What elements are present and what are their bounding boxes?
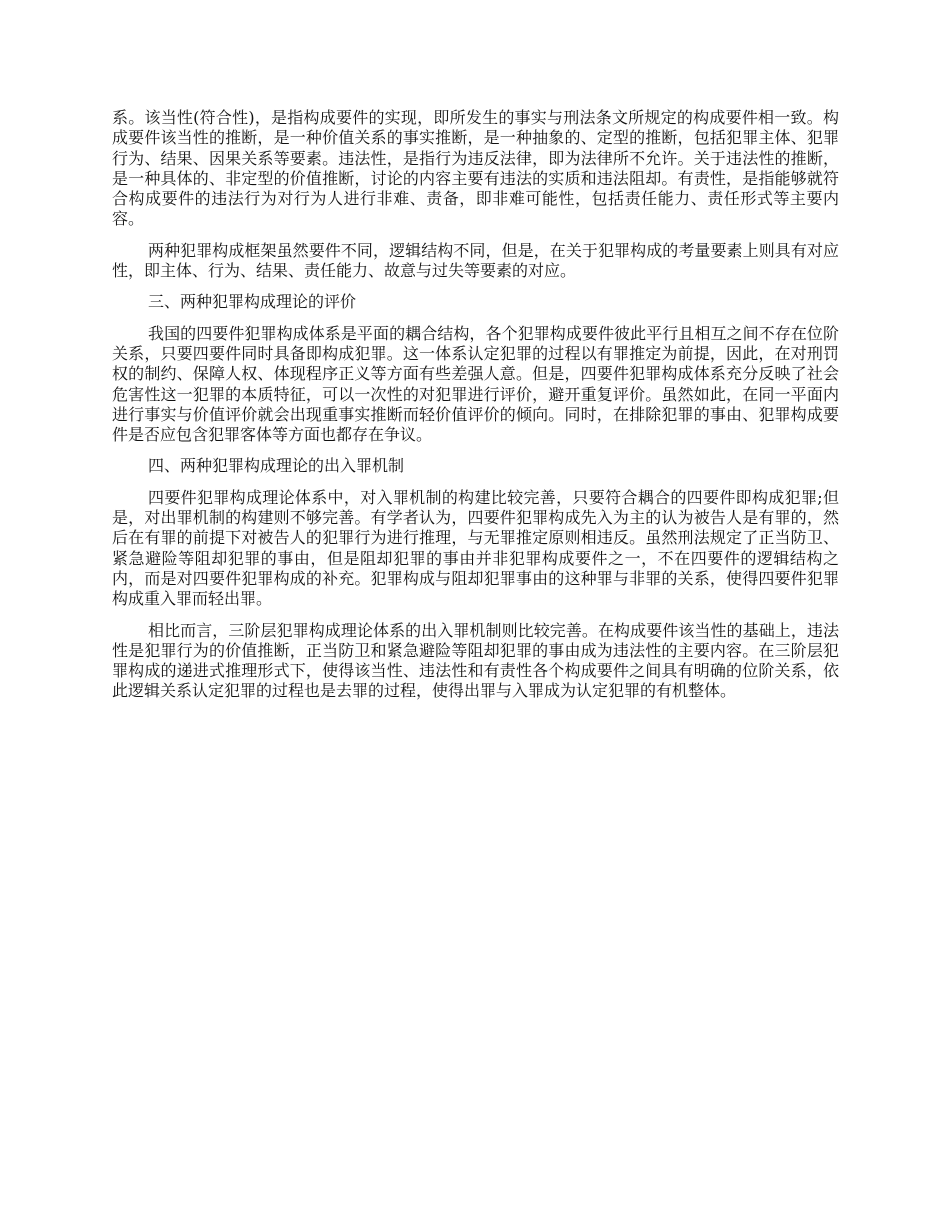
paragraph-three-tier-mechanism: 相比而言，三阶层犯罪构成理论体系的出入罪机制则比较完善。在构成要件该当性的基础上，违法性是犯罪行为的价值推断，正当防卫和紧急避险等阻却犯罪的事由成为违法性的主要内容。在三阶层犯罪构成的递进式推理形式下，使得该当性、违法性和有责性各个构成要件之间具有明确的位阶关系，依此逻辑关系认定犯罪的过程也是去罪的过程，使得出罪与入罪成为认定犯罪的有机整体。	[112, 620, 839, 701]
paragraph-continuation: 系。该当性(符合性)，是指构成要件的实现，即所发生的事实与刑法条文所规定的构成要件相一致。构成要件该当性的推断，是一种价值关系的事实推断，是一种抽象的、定型的推断，包括犯罪主体、犯罪行为、结果、因果关系等要素。违法性，是指行为违反法律，即为法律所不允许。关于违法性的推断，是一种具体的、非定型的价值推断，讨论的内容主要有违法的实质和违法阻却。有责性，是指能够就符合构成要件的违法行为对行为人进行非难、责备，即非难可能性，包括责任能力、责任形式等主要内容。	[112, 108, 839, 229]
document-page	[112, 108, 839, 713]
paragraph-evaluation: 我国的四要件犯罪构成体系是平面的耦合结构，各个犯罪构成要件彼此平行且相互之间不存在位阶关系，只要四要件同时具备即构成犯罪。这一体系认定犯罪的过程以有罪推定为前提，因此，在对刑罚权的制约、保障人权、体现程序正义等方面有些差强人意。但是，四要件犯罪构成体系充分反映了社会危害性这一犯罪的本质特征，可以一次性的对犯罪进行评价，避开重复评价。虽然如此，在同一平面内进行事实与价值评价就会出现重事实推断而轻价值评价的倾向。同时，在排除犯罪的事由、犯罪构成要件是否应包含犯罪客体等方面也都存在争议。	[112, 323, 839, 445]
paragraph-framework-correspondence: 两种犯罪构成框架虽然要件不同，逻辑结构不同，但是，在关于犯罪构成的考量要素上则具有对应性，即主体、行为、结果、责任能力、故意与过失等要素的对应。	[112, 240, 839, 281]
section-heading-mechanism: 四、两种犯罪构成理论的出入罪机制	[148, 456, 405, 476]
paragraph-four-element-mechanism: 四要件犯罪构成理论体系中，对入罪机制的构建比较完善，只要符合耦合的四要件即构成犯罪;但是，对出罪机制的构建则不够完善。有学者认为，四要件犯罪构成先入为主的认为被告人是有罪的，然后在有罪的前提下对被告人的犯罪行为进行推理，与无罪推定原则相违反。虽然刑法规定了正当防卫、紧急避险等阻却犯罪的事由，但是阻却犯罪的事由并非犯罪构成要件之一，不在四要件的逻辑结构之内，而是对四要件犯罪构成的补充。犯罪构成与阻却犯罪事由的这种罪与非罪的关系，使得四要件犯罪构成重入罪而轻出罪。	[112, 487, 839, 609]
section-heading-evaluation: 三、两种犯罪构成理论的评价	[148, 292, 357, 312]
